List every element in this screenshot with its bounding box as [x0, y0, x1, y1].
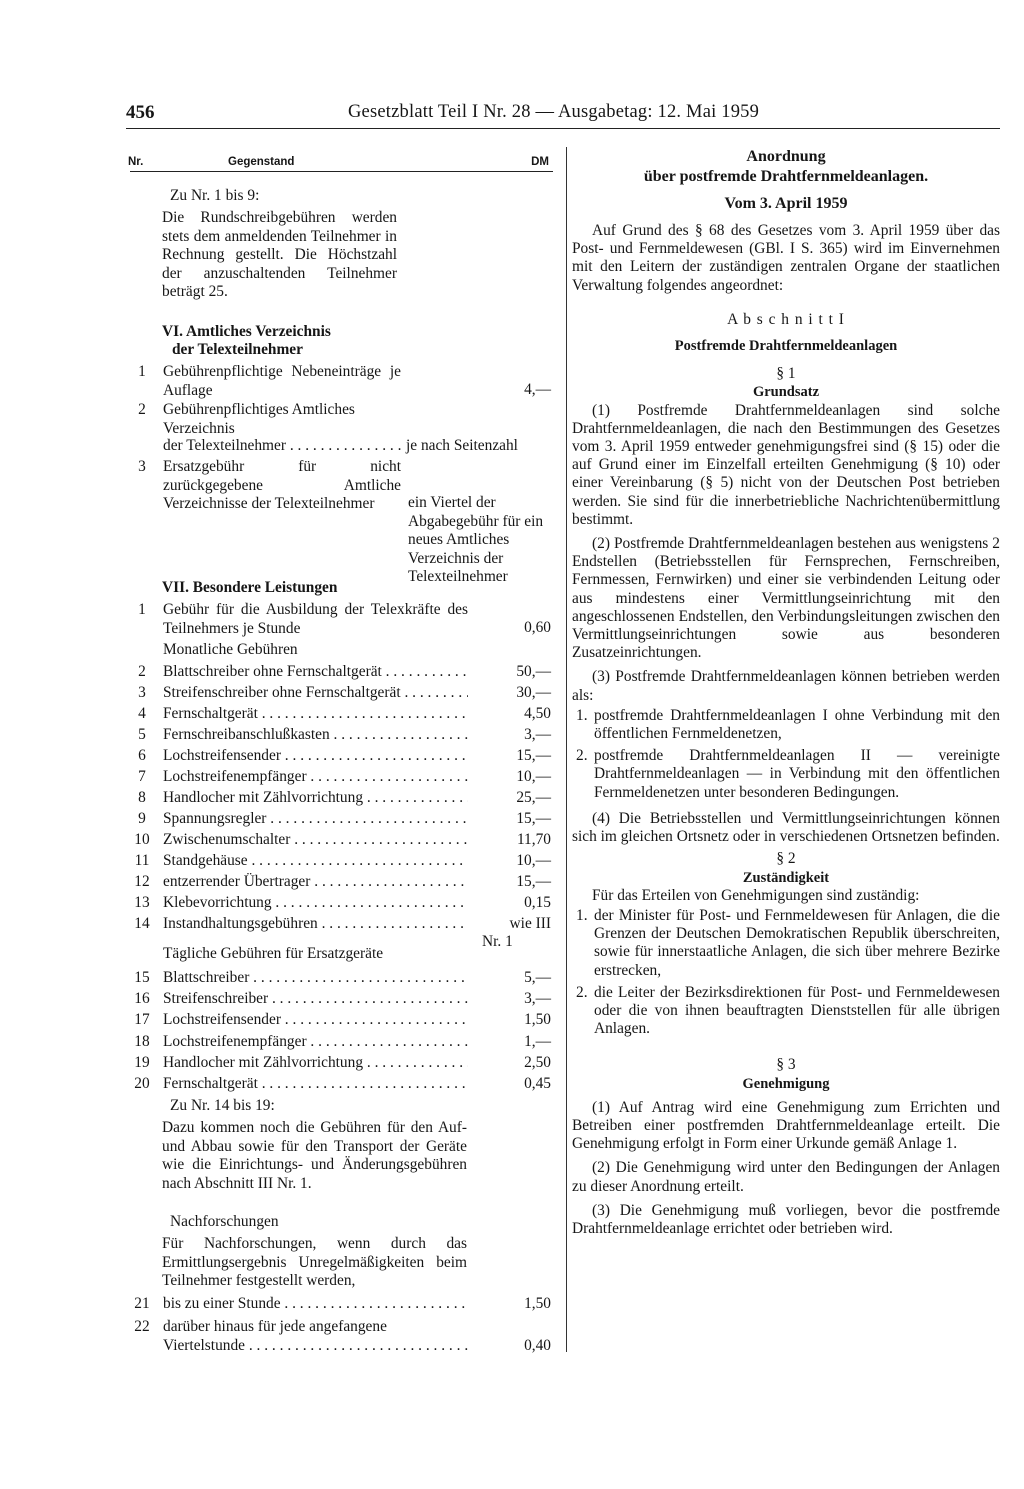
row-label: Lochstreifenempfänger . . .: [163, 768, 468, 787]
paragraph-text: (4) Die Betriebsstellen und Vermittlungseinrichtungen können sich im gleichen Ortsnetz oder in verschiedenen Ortsnetzen befinden.: [572, 809, 1000, 846]
row-value: 3,—: [524, 990, 551, 1008]
row-value-cont: Nr. 1: [482, 933, 513, 950]
row-number: 5: [138, 726, 146, 743]
row-label: Lochstreifensender . . .: [163, 1011, 468, 1030]
row-label: Zwischenumschalter . . .: [163, 831, 468, 850]
row-value: 15,—: [516, 873, 551, 890]
note-text: Die Rundschreibgebühren werden stets dem anmeldenden Teilnehmer in Rechnung gestellt. Die Höchstzahl der anzuschaltenden Teilnehmer beträgt 25.: [162, 209, 397, 300]
row-number: 4: [138, 705, 146, 722]
paragraph-title: Grundsatz: [752, 384, 820, 401]
row-number: 9: [138, 810, 146, 827]
section-title: Postfremde Drahtfernmeldeanlagen: [674, 338, 898, 355]
row-value: 4,50: [524, 705, 551, 722]
ordinance-column: [572, 147, 1000, 1238]
row-value: 0,15: [524, 894, 551, 911]
row-number: 13: [134, 894, 150, 911]
list-item: 2. die Leiter der Bezirksdirektionen für Post- und Fernmeldewesen oder die von ihnen beauftragten Dienststellen für alle übrigen Anlagen.: [576, 983, 1000, 1038]
row-number: 12: [134, 873, 150, 890]
list-item: 1. der Minister für Post- und Fernmeldewesen für Anlagen, die die Grenzen der Deutschen Demokratischen Republik überschreiten, sowie für innerstaatliche Anlagen, die sich über mehrere Bezirke erstrecken,: [576, 906, 1000, 979]
row-value: wie III: [509, 915, 551, 932]
row-number: 7: [138, 768, 146, 785]
row-label: Blattschreiber . . .: [163, 969, 468, 988]
row-value: 10,—: [516, 768, 551, 785]
row-label: Blattschreiber ohne Fernschaltgerät . . .: [163, 663, 468, 682]
paragraph-sign: § 3: [776, 1056, 796, 1074]
paragraph-text: (2) Postfremde Drahtfernmeldeanlagen bestehen aus wenigstens 2 Endstellen (Betriebsstellen für Fernsprechen, Fernschreiben, Fernmessen, Fernwirken) und einer sie verbindenden Leitung oder aus mindestens einer Vermittlungseinrichtung mit den angeschlossenen Endstellen, den Verbindungsleitungen zwischen den Vermittlungseinrichtungen sowie aus besonderen Zusatzeinrichtungen.: [572, 535, 1000, 662]
row-label: Fernschaltgerät . . .: [163, 705, 468, 724]
row-number: 20: [134, 1075, 150, 1092]
row-number: 14: [134, 915, 150, 932]
row-value: 3,—: [524, 726, 551, 743]
paragraph-text: Für das Erteilen von Genehmigungen sind zuständig:: [592, 886, 920, 904]
row-value: 2,50: [524, 1053, 551, 1071]
paragraph-title: Zuständigkeit: [742, 869, 830, 886]
row-value: 1,—: [524, 1032, 551, 1050]
row-number: 6: [138, 747, 146, 764]
row-number: 15: [134, 969, 150, 986]
row-label: Handlocher mit Zählvorrichtung . . .: [163, 789, 468, 808]
row-number: 8: [138, 789, 146, 806]
list-item: 2. postfremde Drahtfernmeldeanlagen II — vereinigte Drahtfernmeldeanlagen — in Verbindung mit den öffentlichen Fernmeldenetzen unter besonderen Bedingungen.: [576, 747, 1000, 801]
ordinance-title: Anordnung: [746, 148, 826, 165]
row-number: 10: [134, 831, 150, 848]
fee-table: Nr. Gegenstand DM Zu Nr. 1 bis 9: Die Rundschreibgebühren werden stets dem anmeldenden Teilnehmer in Rechnung gestellt. Die Höchstzahl der anzuschaltenden Teilnehmer beträgt 25. VI. Amtliches Verzeichnis der Telexteilnehmer 1 Gebührenpflichtige Nebeneinträge je Auflage 4,— 2 Gebührenpflichtiges Amtliches Verzeichnis der Telexteilnehmer . . . je nach Seitenzahl 3 Ersatzgebühr für nicht zurückgegebene Amtliche Verzeichnisse der Telexteilnehmer ein Viertel der Abgabegebühr für ein neues Amtliches Verzeichnis der Telexteilnehmer VII. Besondere Leistungen 1 Gebühr für die Ausbildung der Telexkräfte des Teilnehmers je Stunde 0,60 Monatliche Gebühren 2 Blattschreiber ohne Fernschaltgerät . . . 50,— 3 Streifenschreiber ohne Fernschaltgerät . . . 30,— 4 Fernschaltgerät . . . 4,50 5 Fernschreibanschlußkasten . . . 3,— 6 Lochstreifensender . . . 15,— 7 Lochstreifenempfänger . . . 10,— 8 Handlocher mit Zählvorrichtung . . . 25,— 9 Spannungsregler . . . 15,— 10 Zwischenumschalter . . . 11,70 11 Standgehäuse . . . 10,— 12 entzerrender Übertrager . . . 15,— 13 Klebevorrichtung . . . 0,15 14 Instandhaltungsgebühren . . . wie III Nr. 1 Tägliche Gebühren für Ersatzgeräte 15 Blattschreiber . . . 5,— 16 Streifenschreiber . . . 3,— 17 Lochstreifensender . . . 1,50 18 Lochstreifenempfänger . . . 1,— 19 Handlocher mit Zählvorrichtung . . . 2,50 20 Fernschaltgerät . . . 0,45 Zu Nr. 14 bis 19: Dazu kommen noch die Gebühren für den Auf- und Abbau sowie für den Transport der Geräte wie die Einrichtungs- und Änderungsgebühren nach Abschnitt III Nr. 1. Nachforschungen Für Nachforschungen, wenn durch das Ermittlungsergebnis Unregelmäßigkeiten beim Teilnehmer festgestellt werden, 21 bis zu einer Stunde . . . 1,50 22 darüber hinaus für jede angefangene Viertelstunde . . . 0,40: [130, 147, 553, 1362]
row-number: 11: [134, 852, 150, 869]
page-number: 456: [126, 102, 155, 123]
paragraph-text: (3) Postfremde Drahtfernmeldeanlagen können betrieben werden als:: [572, 668, 1000, 704]
column-divider: [566, 147, 567, 1352]
row-label: Spannungsregler . . .: [163, 810, 468, 829]
row-number: 3: [138, 684, 146, 701]
row-label: Standgehäuse . . .: [163, 852, 468, 871]
row-label: Fernschaltgerät . . .: [163, 1075, 468, 1094]
paragraph-text: (1) Postfremde Drahtfernmeldeanlagen sind solche Drahtfernmeldeanlagen, die nach den Bestimmungen des Gesetzes vom 3. April 1959 entweder genehmigungsfrei sind (§ 15) oder die auf Grund einer im Einzelfall erteilten Genehmigung (§ 10) oder einer Vereinbarung (§ 5) nicht von der Deutschen Post betrieben werden. Sie sind für die innerbetriebliche Nachrichtenübermittlung bestimmt.: [572, 401, 1000, 528]
row-number: 19: [134, 1053, 150, 1071]
row-label: Lochstreifensender . . .: [163, 747, 468, 766]
col-header-dm: DM: [531, 156, 549, 168]
paragraph-sign: § 1: [776, 365, 796, 383]
list-item: 1. postfremde Drahtfernmeldeanlagen I ohne Verbindung mit den öffentlichen Fernmeldenetzen,: [576, 706, 1000, 743]
row-label: entzerrender Übertrager . . .: [163, 873, 468, 892]
row-value: 5,—: [524, 969, 551, 986]
row-number: 16: [134, 990, 150, 1008]
col-header-nr: Nr.: [128, 156, 144, 168]
gazette-title: Gesetzblatt Teil I Nr. 28 — Ausgabetag: 12. Mai 1959: [348, 102, 760, 122]
section-heading: A b s c h n i t t I: [727, 310, 845, 328]
row-value: 10,—: [516, 852, 551, 869]
paragraph-text: (1) Auf Antrag wird eine Genehmigung zum Errichten und Betreiben einer postfremden Drahtfernmeldeanlage erteilt. Die Genehmigung erfolgt in Form einer Urkunde gemäß Anlage 1.: [572, 1098, 1000, 1153]
row-label: Fernschreibanschlußkasten . . .: [163, 726, 468, 745]
row-value: 15,—: [516, 810, 551, 827]
ordinance-subtitle: über postfremde Drahtfernmeldeanlagen.: [643, 168, 929, 185]
row-number: 17: [134, 1011, 150, 1029]
row-value: 30,—: [516, 684, 551, 701]
row-value: 15,—: [516, 747, 551, 764]
paragraph-text: (2) Die Genehmigung wird unter den Bedingungen der Anlagen zu dieser Anordnung erteilt.: [572, 1159, 1000, 1195]
ordinance-date: Vom 3. April 1959: [724, 195, 848, 212]
row-number: 2: [138, 663, 146, 680]
page-header: [126, 100, 1000, 129]
row-value: 1,50: [524, 1011, 551, 1029]
paragraph-text: (3) Die Genehmigung muß vorliegen, bevor die postfremde Drahtfernmeldeanlage errichtet oder betrieben wird.: [572, 1201, 1000, 1237]
row-value: 25,—: [516, 789, 551, 806]
row-label: Klebevorrichtung . . .: [163, 894, 468, 913]
table-header: [130, 147, 553, 172]
paragraph-title: Genehmigung: [742, 1075, 830, 1092]
row-label: Lochstreifenempfänger . . .: [163, 1033, 468, 1052]
row-value: 0,45: [524, 1075, 551, 1092]
row-value: 11,70: [516, 831, 551, 848]
paragraph-sign: § 2: [776, 850, 796, 868]
col-header-subject: Gegenstand: [228, 156, 295, 168]
row-number: 18: [134, 1032, 150, 1050]
row-value: 50,—: [516, 663, 551, 680]
row-label: Streifenschreiber . . .: [163, 990, 468, 1009]
note-title: Zu Nr. 1 bis 9:: [170, 187, 260, 204]
row-label: Handlocher mit Zählvorrichtung . . .: [163, 1054, 468, 1073]
preamble: Auf Grund des § 68 des Gesetzes vom 3. April 1959 über das Post- und Fernmeldewesen (GBl. I S. 365) wird im Einvernehmen mit den Leitern der zuständigen zentralen Organe der staatlichen Verwaltung folgendes angeordnet:: [572, 222, 1000, 294]
row-label: Instandhaltungsgebühren . . .: [163, 915, 468, 934]
row-label: Streifenschreiber ohne Fernschaltgerät . . .: [163, 684, 468, 703]
